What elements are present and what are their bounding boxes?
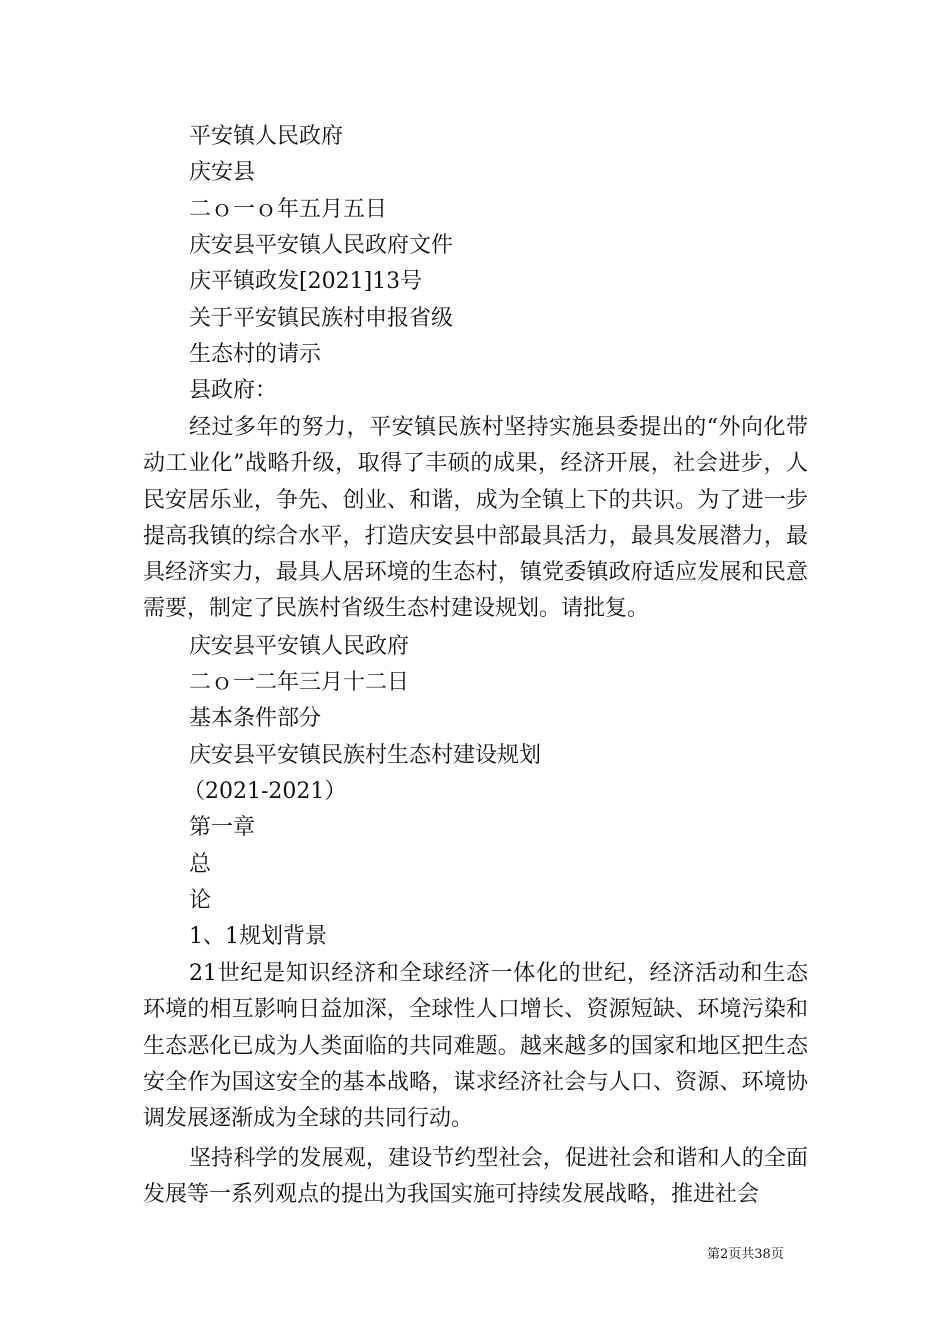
background-paragraph: 21世纪是知识经济和全球经济一体化的世纪，经济活动和生态环境的相互影响日益加深，全球性人口增长、资源短缺、环境污染和生态恶化已成为人类面临的共同难题。越来越多的国家和地区把生态安全作为国这安全的基本战略，谋求经济社会与人口、资源、环境协调发展逐渐成为全球的共同行动。: [143, 961, 808, 1132]
county-name: 庆安县: [189, 160, 256, 185]
chapter-heading: 第一章: [189, 815, 256, 840]
request-title-line-1: 关于平安镇民族村申报省级: [189, 306, 454, 331]
salutation: 县政府：: [189, 378, 278, 403]
request-title-line-2: 生态村的请示: [189, 342, 322, 367]
development-paragraph: 坚持科学的发展观，建设节约型社会，促进社会和谐和人的全面发展等一系列观点的提出为我国实施可持续发展战略，推进社会: [143, 1146, 808, 1208]
sender-name: 平安镇人民政府: [189, 124, 344, 149]
signature-date: 二ｏ一二年三月十二日: [189, 670, 410, 695]
document-number: 庆平镇政发[2021]13号: [189, 269, 423, 294]
plan-period: （2021-2021）: [183, 779, 347, 804]
request-body-paragraph: 经过多年的努力，平安镇民族村坚持实施县委提出的“外向化带动工业化”战略升级，取得了丰硕的成果，经济开展，社会进步，人民安居乐业，争先、创业、和谐，成为全镇上下的共识。为了进一步提高我镇的综合水平，打造庆安县中部最具活力，最具发展潜力，最具经济实力，最具人居环境的生态村，镇党委镇政府适应发展和民意需要，制定了民族村省级生态村建设规划。请批复。: [143, 415, 808, 622]
plan-title: 庆安县平安镇民族村生态村建设规划: [189, 743, 542, 768]
subsection-heading: 1、1规划背景: [189, 924, 327, 949]
document-issuer: 庆安县平安镇人民政府文件: [189, 233, 454, 258]
chapter-title-char-1: 总: [189, 852, 212, 877]
section-label: 基本条件部分: [189, 706, 322, 731]
page-number-footer: 第2页共38页: [707, 1247, 784, 1262]
signature-issuer: 庆安县平安镇人民政府: [189, 634, 410, 659]
chapter-title-char-2: 论: [189, 888, 212, 913]
date-line: 二ｏ一ｏ年五月五日: [189, 197, 388, 222]
